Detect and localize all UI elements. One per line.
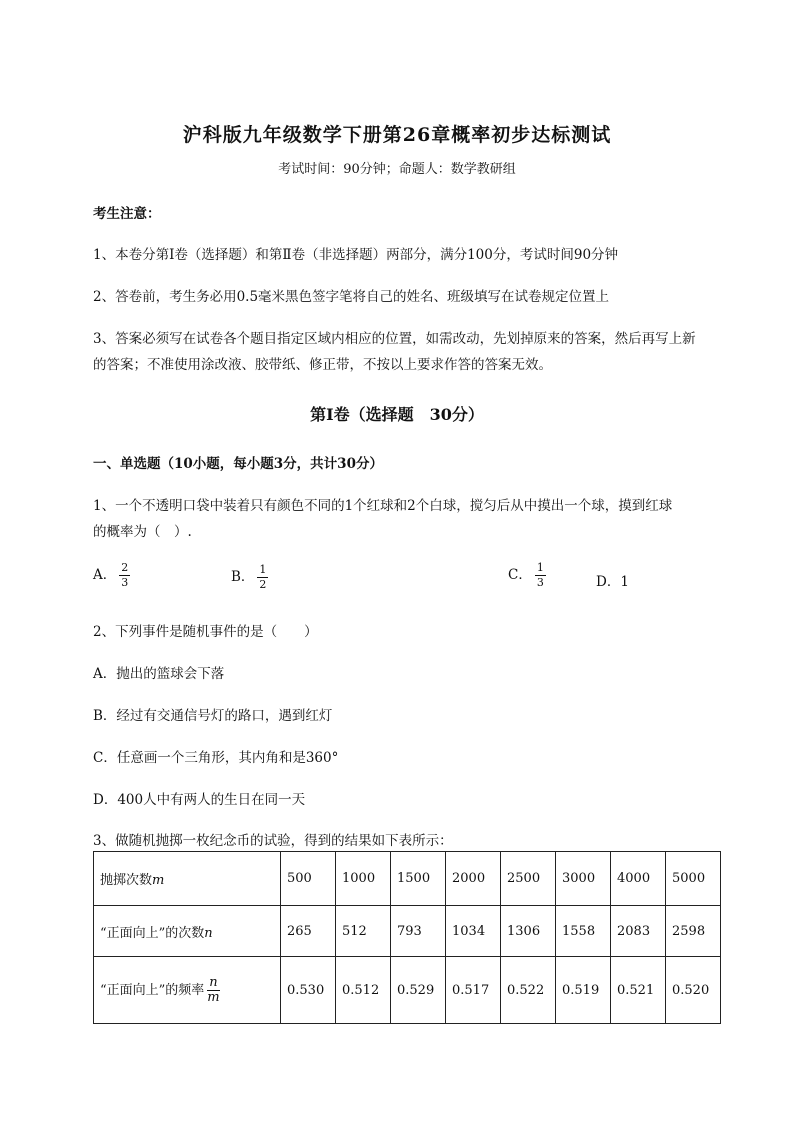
numerator: 2	[121, 561, 129, 574]
option-label: B．	[231, 569, 255, 585]
table-cell: 0.521	[611, 957, 666, 1024]
q1-option-d: D．1	[596, 574, 629, 590]
numerator: 1	[536, 561, 544, 574]
note-item: 的答案；不准使用涂改液、胶带纸、修正带，不按以上要求作答的答案无效。	[93, 357, 552, 373]
numerator: 1	[259, 563, 267, 576]
part-heading: 一、单选题（10小题，每小题3分，共计30分）	[93, 456, 383, 472]
row-label: “正面向上”的频率	[100, 982, 205, 998]
section-title: 第I卷（选择题 30分）	[310, 405, 484, 424]
table-cell: 1558	[556, 906, 611, 957]
table-cell: 4000	[611, 852, 666, 906]
table-cell: 3000	[556, 852, 611, 906]
q2-option-a: A．抛出的篮球会下落	[93, 666, 225, 682]
table-cell: 1000	[336, 852, 391, 906]
table-cell: 0.517	[446, 957, 501, 1024]
note-item: 3、答案必须写在试卷各个题目指定区域内相应的位置，如需改动，先划掉原来的答案，然后再写上新	[93, 331, 696, 347]
q2-option-b: B．经过有交通信号灯的路口，遇到红灯	[93, 708, 333, 724]
table-row-heads	[94, 906, 721, 957]
fraction	[207, 976, 219, 1005]
table-cell: 1306	[501, 906, 556, 957]
note-item: 1、本卷分第I卷（选择题）和第Ⅱ卷（非选择题）两部分，满分100分，考试时间90分钟	[93, 247, 619, 263]
question-1-stem: 1、一个不透明口袋中装着只有颜色不同的1个红球和2个白球，搅匀后从中摸出一个球，摸到红球	[93, 498, 673, 514]
q2-option-d: D．400人中有两人的生日在同一天	[93, 792, 306, 808]
table-cell: 793	[391, 906, 446, 957]
row-label: “正面向上”的次数	[100, 925, 205, 941]
table-row-frequency	[94, 957, 721, 1024]
table-cell: 0.529	[391, 957, 446, 1024]
exam-subtitle: 考试时间：90分钟；命题人：数学教研组	[278, 162, 516, 177]
denominator: 3	[121, 576, 129, 589]
table-cell: 2500	[501, 852, 556, 906]
notes-heading: 考生注意：	[93, 206, 161, 222]
table-cell: 0.522	[501, 957, 556, 1024]
denominator: 3	[536, 576, 544, 589]
q1-option-b	[231, 563, 268, 592]
denominator: m	[207, 989, 220, 1005]
row-header	[94, 852, 281, 906]
row-header	[94, 906, 281, 957]
table-cell: 500	[281, 852, 336, 906]
question-3-stem: 3、做随机抛掷一枚纪念币的试验，得到的结果如下表所示：	[93, 833, 453, 849]
fraction	[119, 561, 130, 590]
table-cell: 5000	[666, 852, 721, 906]
fraction	[257, 563, 268, 592]
results-table	[93, 851, 721, 1024]
option-label: A．	[93, 567, 117, 583]
table-row-throws	[94, 852, 721, 906]
table-cell: 2000	[446, 852, 501, 906]
table-cell: 0.520	[666, 957, 721, 1024]
q1-option-a	[93, 561, 130, 590]
fraction	[535, 561, 546, 590]
question-1-stem-cont: 的概率为（ ）.	[93, 524, 192, 540]
variable-m: m	[152, 873, 165, 888]
table-cell: 0.519	[556, 957, 611, 1024]
table-cell: 2083	[611, 906, 666, 957]
table-cell: 265	[281, 906, 336, 957]
q2-option-c: C．任意画一个三角形，其内角和是360°	[93, 750, 339, 766]
numerator: n	[209, 974, 218, 990]
row-header	[94, 957, 281, 1024]
q1-option-c	[508, 561, 546, 590]
table-cell: 0.530	[281, 957, 336, 1024]
table-cell: 1500	[391, 852, 446, 906]
question-2-stem: 2、下列事件是随机事件的是（ ）	[93, 624, 318, 640]
exam-title: 沪科版九年级数学下册第26章概率初步达标测试	[182, 124, 612, 146]
table-cell: 2598	[666, 906, 721, 957]
row-label: 抛掷次数	[100, 873, 153, 888]
table-cell: 1034	[446, 906, 501, 957]
table-cell: 512	[336, 906, 391, 957]
note-item: 2、答卷前，考生务必用0.5毫米黑色签字笔将自己的姓名、班级填写在试卷规定位置上	[93, 289, 610, 305]
option-label: C．	[508, 567, 532, 583]
variable-n: n	[204, 925, 213, 941]
table-cell: 0.512	[336, 957, 391, 1024]
denominator: 2	[259, 578, 267, 591]
